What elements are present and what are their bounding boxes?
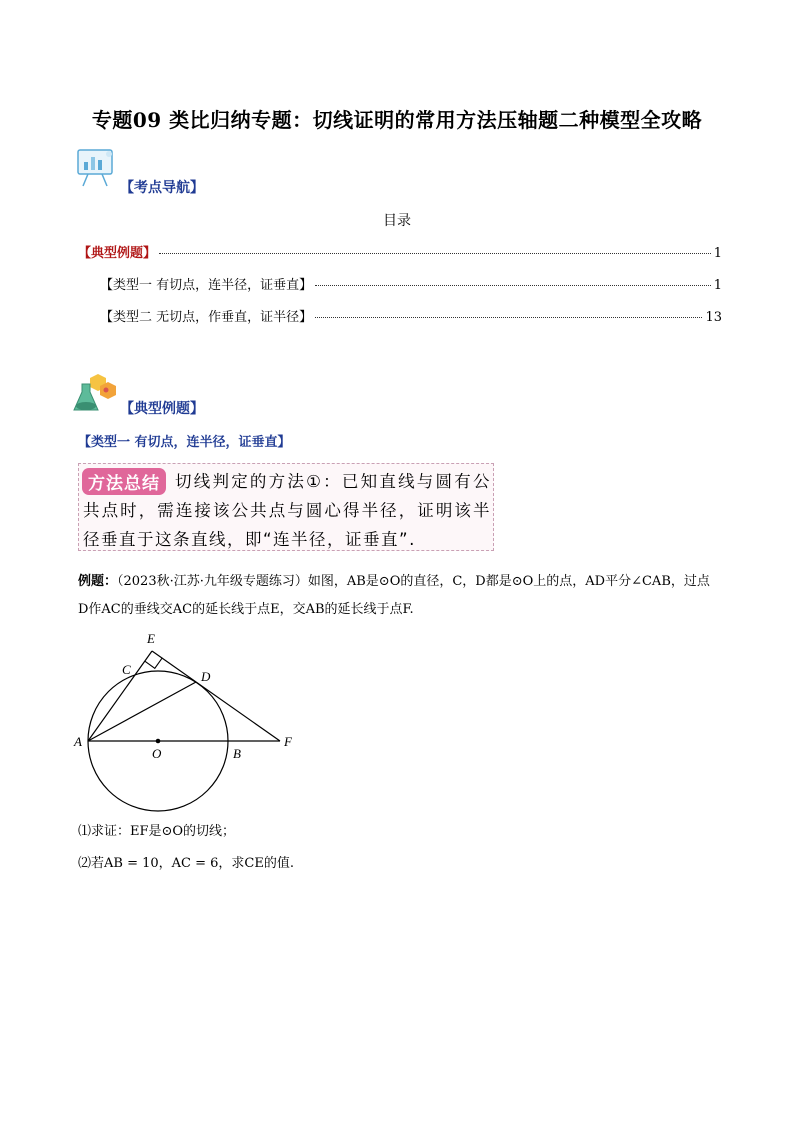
toc-page-number: 1 [713, 246, 722, 261]
example-text: （2023秋·江苏·九年级专题练习）如图，AB是⊙O的直径，C，D都是⊙O上的点，AD平分∠CAB，过点D作AC的垂线交AC的延长线于点E，交AB的延长线于点F. [78, 574, 710, 617]
label-d: D [201, 669, 211, 684]
example-label: 例题： [78, 574, 118, 589]
example-problem [78, 568, 718, 624]
label-f: F [284, 734, 292, 749]
label-o: O [152, 746, 162, 761]
line-ae [88, 651, 152, 741]
section-label: 【典型例题】 [120, 401, 204, 417]
label-e: E [147, 631, 155, 646]
toc-leader [315, 317, 702, 318]
toc-page-number: 13 [705, 310, 722, 325]
label-c: C [122, 662, 131, 677]
type1-heading: 【类型一 有切点，连半径，证垂直】 [78, 435, 291, 450]
method-text: 切线判定的方法①：已知直线与圆有公共点时，需连接该公共点与圆心得半径，证明该半径垂直于这条直线，即“连半径，证垂直”. [83, 472, 491, 549]
right-angle-mark [145, 658, 163, 669]
toc-page-number: 1 [713, 278, 722, 293]
center-point [156, 739, 161, 744]
toc-item-examples[interactable] [78, 242, 722, 261]
page-title: 专题09 类比归纳专题：切线证明的常用方法压轴题二种模型全攻略 [91, 108, 703, 132]
toc-leader [159, 253, 711, 254]
flask-icon [72, 372, 118, 414]
toc-leader [315, 285, 711, 286]
line-ad [88, 682, 196, 741]
toc-item-type1[interactable] [100, 274, 722, 293]
label-b: B [233, 746, 241, 761]
toc-item-text: 【类型二 无切点，作垂直，证半径】 [100, 310, 313, 325]
geometry-figure [70, 628, 310, 818]
nav-label: 【考点导航】 [120, 180, 204, 196]
toc-item-type2[interactable] [100, 306, 722, 325]
method-tag: 方法总结 [82, 468, 166, 495]
question-1: ⑴求证：EF是⊙O的切线； [78, 824, 236, 839]
question-2: ⑵若AB = 10，AC = 6，求CE的值. [78, 856, 294, 871]
label-a: A [74, 734, 82, 749]
toc-item-text: 【典型例题】 [78, 246, 157, 261]
chart-board-icon [76, 148, 120, 188]
method-summary-box [78, 463, 494, 551]
toc-item-text: 【类型一 有切点，连半径，证垂直】 [100, 278, 313, 293]
toc-heading: 目录 [383, 213, 411, 229]
